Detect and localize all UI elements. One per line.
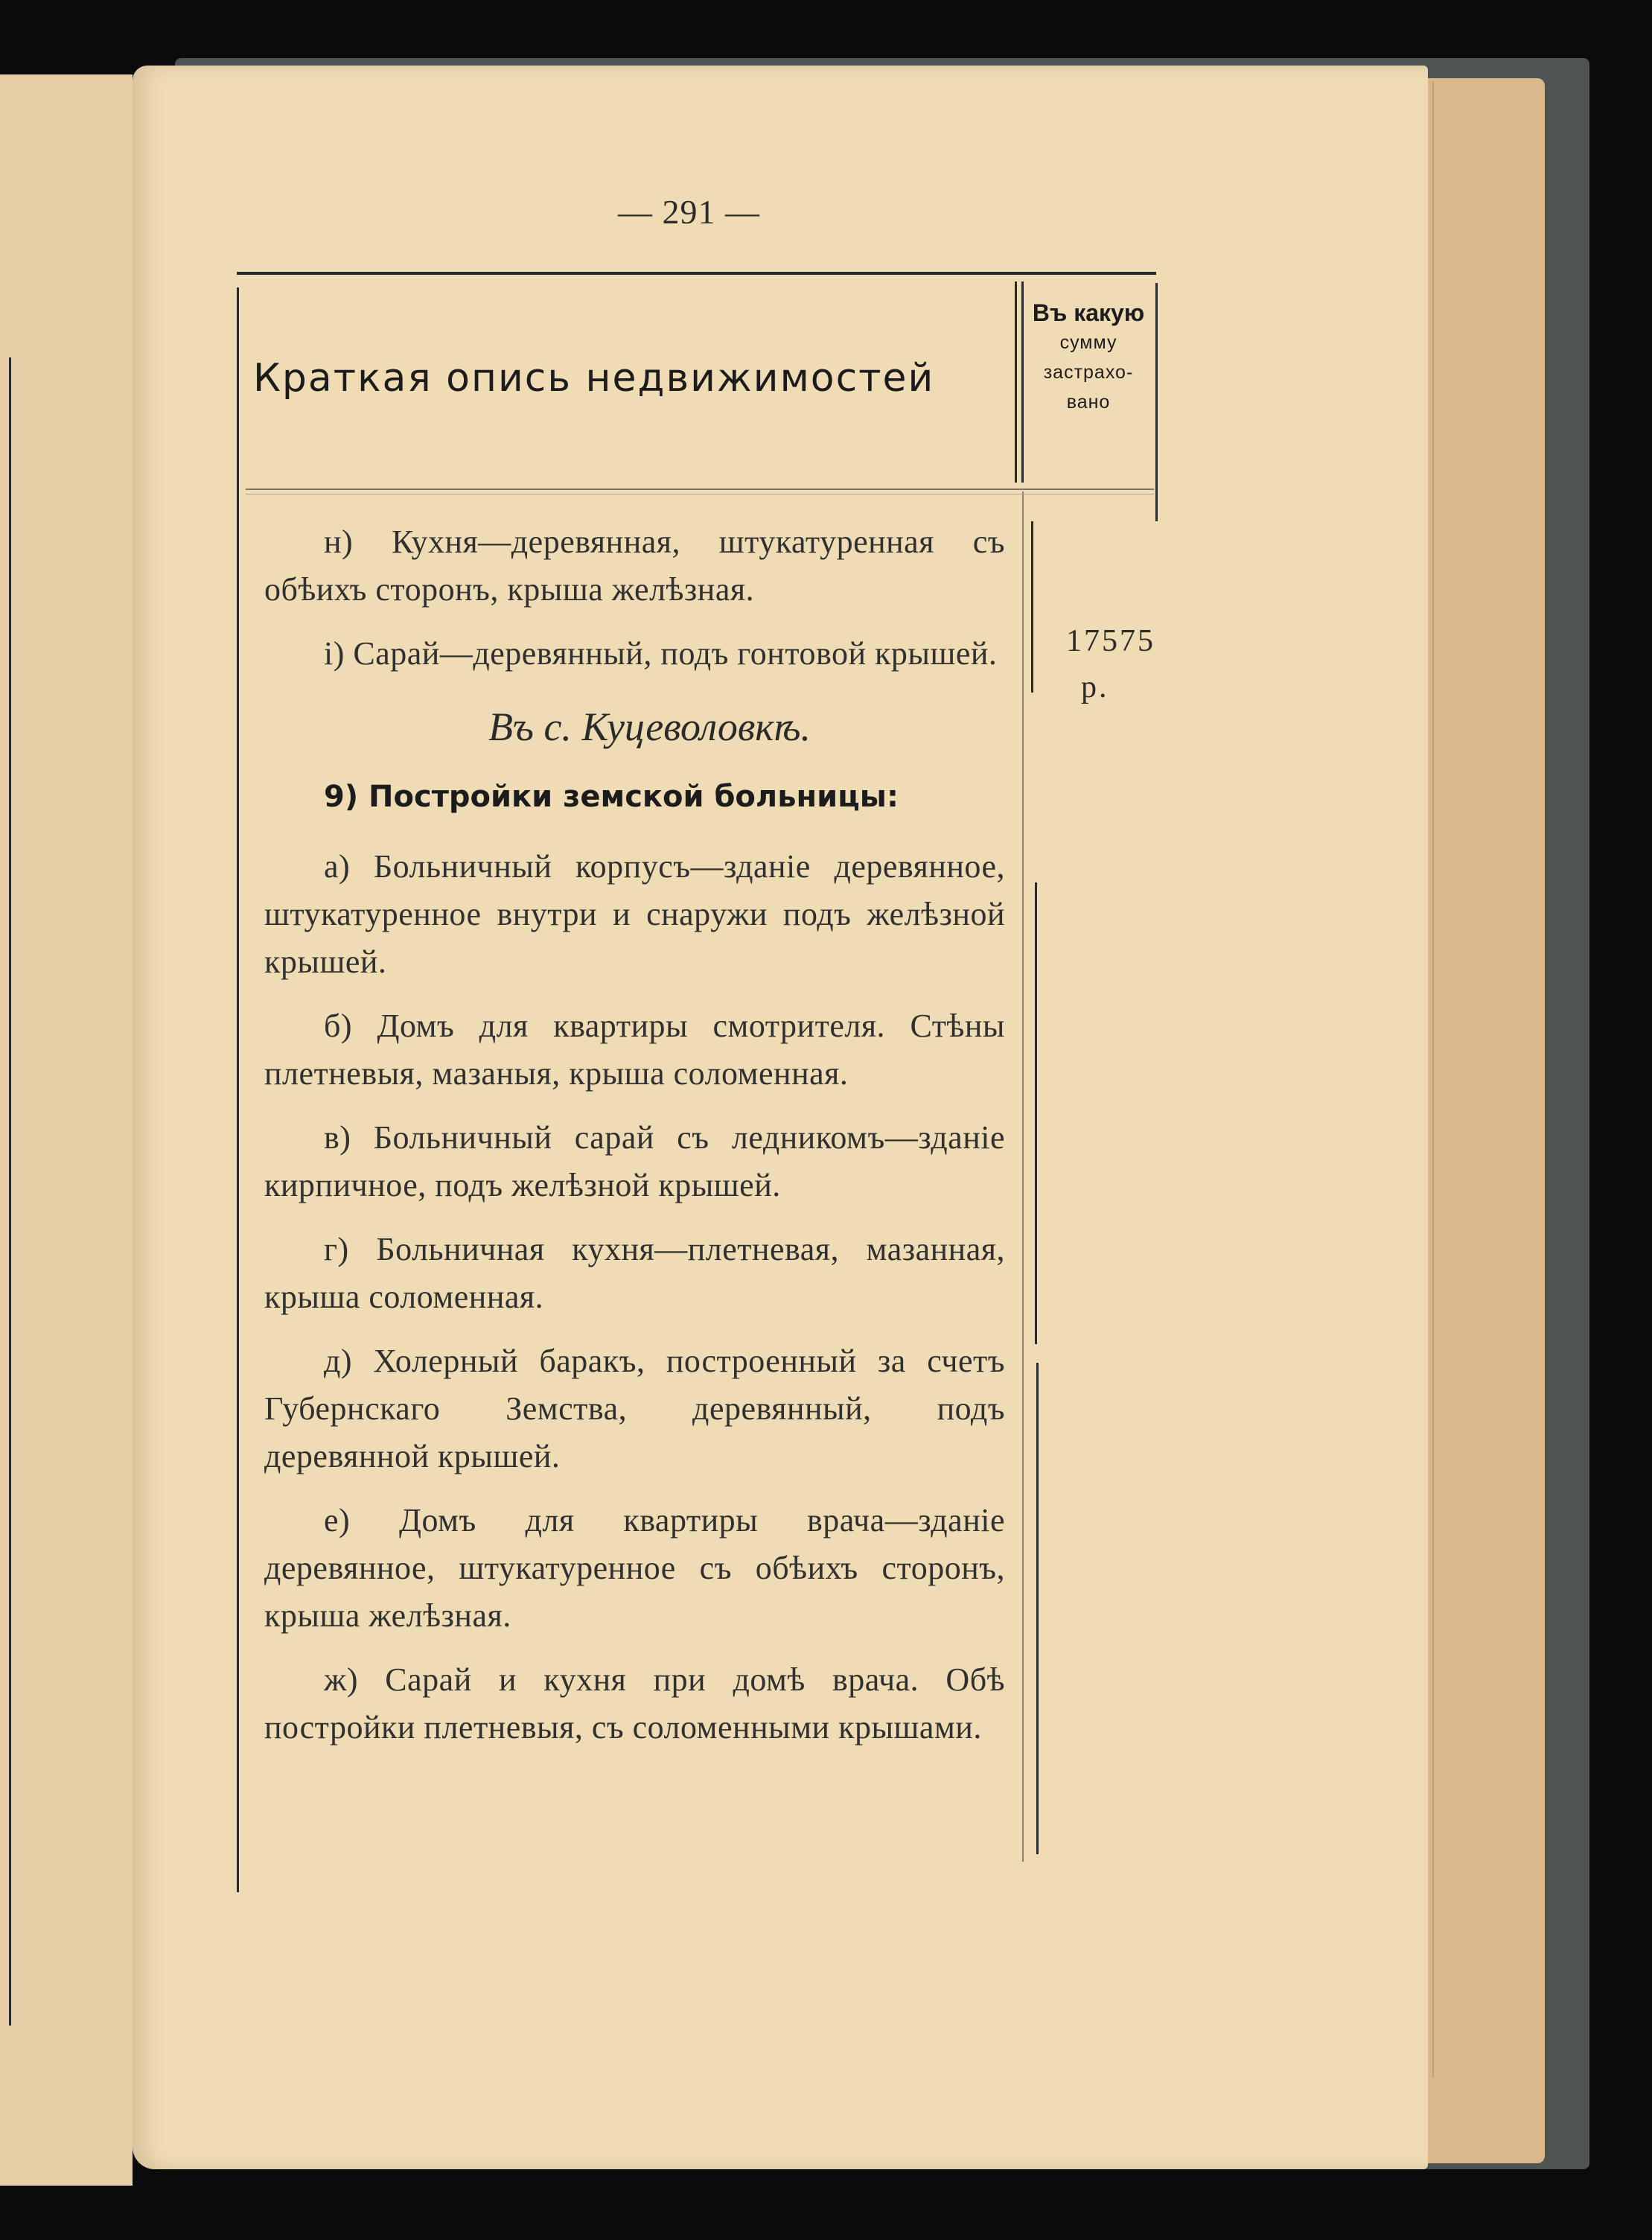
list-item: а) Больничный корпусъ—зданіе деревянное, штукатуренное внутри и снаружи подъ желѣзной крышей. xyxy=(264,848,1005,980)
list-item: д) Холерный баракъ, построенный за счетъ Губернскаго Земства, деревянный, подъ деревянной крышей. xyxy=(264,1343,1005,1474)
amount-column-header xyxy=(1021,298,1155,417)
column-divider xyxy=(1022,491,1024,1862)
place-heading: Въ с. Куцеволовкѣ. xyxy=(488,704,811,749)
amount-header-line: вано xyxy=(1066,392,1111,413)
bracket-bar xyxy=(1035,882,1037,1344)
table-title: Краткая опись недвижимостей xyxy=(253,356,935,401)
page-edge-line xyxy=(1432,82,1434,2078)
bracket-bar xyxy=(1036,1363,1039,1854)
row-kitchen: н) Кухня—деревянная, штукатуренная съ обѣихъ сторонъ, крыша желѣзная. xyxy=(264,524,1005,608)
table-left-rule xyxy=(237,287,239,1892)
list-item: е) Домъ для квартиры врача—зданіе деревянное, штукатуренное съ обѣихъ сторонъ, крыша желѣзная. xyxy=(264,1502,1005,1634)
header-divider xyxy=(246,489,1154,490)
list-item: б) Домъ для квартиры смотрителя. Стѣны плетневыя, мазаныя, крыша соломенная. xyxy=(264,1008,1005,1092)
list-item: в) Больничный сарай съ ледникомъ—зданіе кирпичное, подъ желѣзной крышей. xyxy=(264,1119,1005,1203)
section-title: 9) Постройки земской больницы: xyxy=(324,780,899,814)
row-shed: і) Сарай—деревянный, подъ гонтовой крышей. xyxy=(324,635,998,672)
page-number: — 291 — xyxy=(618,193,760,231)
table-body xyxy=(264,518,1005,1768)
list-item: г) Больничная кухня—плетневая, мазанная, крыша соломенная. xyxy=(264,1231,1005,1315)
bracket-bar xyxy=(1031,521,1033,693)
left-page-rule xyxy=(9,357,11,2026)
amount-header-line: Въ какую xyxy=(1032,299,1145,326)
column-divider xyxy=(1015,281,1017,483)
amount-header-line: застрахо- xyxy=(1043,362,1134,383)
amount-header-line: сумму xyxy=(1059,332,1117,353)
sum-currency: р. xyxy=(1081,670,1109,704)
table-right-rule xyxy=(1155,283,1158,521)
left-page xyxy=(0,74,133,2186)
list-item: ж) Сарай и кухня при домѣ врача. Обѣ постройки плетневыя, съ соломенными крышами. xyxy=(264,1661,1005,1746)
sum-value: 17575 xyxy=(1066,624,1155,658)
table-top-rule xyxy=(237,272,1156,275)
insured-sum xyxy=(1066,618,1155,710)
